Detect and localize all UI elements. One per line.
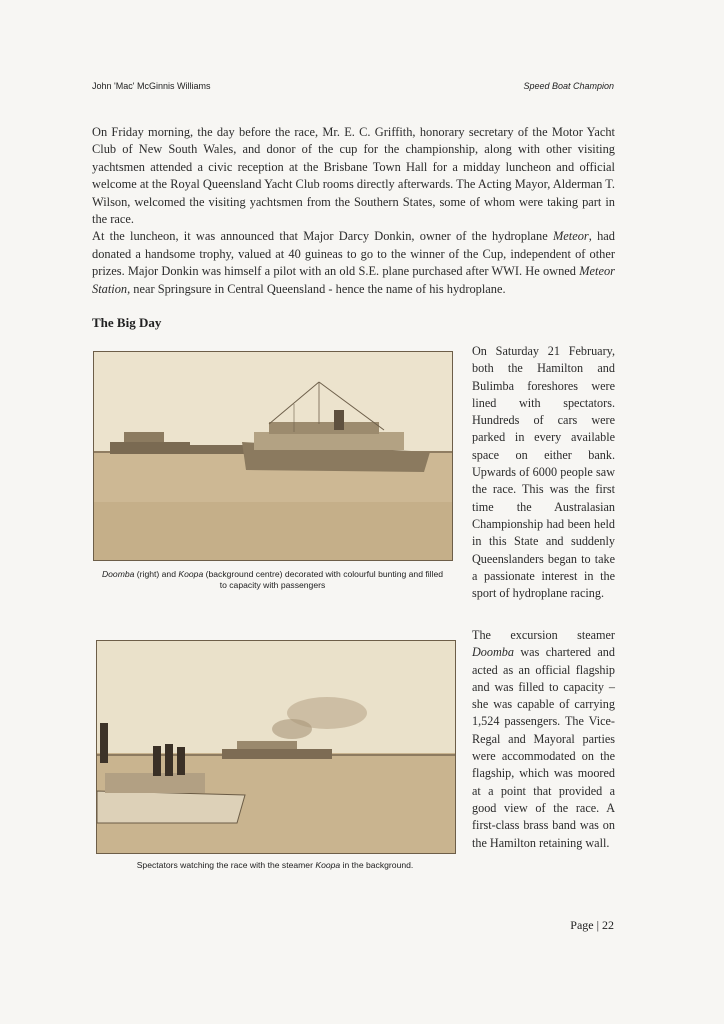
intro-text xyxy=(92,124,615,298)
caption-2-text-a: Spectators watching the race with the steamer xyxy=(136,860,316,870)
intro-paragraph-2 xyxy=(92,228,615,298)
page-number: Page | 22 xyxy=(570,918,614,932)
doomba-name: Doomba xyxy=(472,645,514,660)
photo-doomba-koopa-image xyxy=(94,352,452,560)
column-p2-text-b: was chartered and acted as an official flagship and was filled to capacity – she was capable of carrying 1,524 passengers. The Vice-Regal and Mayoral parties were accommodated on the flagship, which was moored at a point that provided a good view of the race. A first-class brass band was on the Hamilton retaining wall. xyxy=(472,645,615,850)
section-heading: The Big Day xyxy=(92,315,162,330)
caption-1-text-a: (right) and xyxy=(134,569,179,579)
column-text-2 xyxy=(472,627,615,852)
caption-1-text-b: (background centre) decorated with colourful bunting and filled to capacity with passengers xyxy=(203,569,444,590)
column-text-1 xyxy=(472,343,615,602)
caption-photo-1 xyxy=(100,569,445,591)
header-author: John 'Mac' McGinnis Williams xyxy=(92,81,211,91)
meteor-station-name: Meteor Station xyxy=(92,264,615,296)
caption-1-doomba: Doomba xyxy=(101,569,135,579)
caption-1-koopa: Koopa xyxy=(178,569,204,579)
intro-p2-text-a: At the luncheon, it was announced that Major Darcy Donkin, owner of the hydroplane xyxy=(92,229,553,244)
meteor-name: Meteor xyxy=(552,229,589,244)
column-p2-text-a: The excursion steamer xyxy=(472,628,615,642)
header-title: Speed Boat Champion xyxy=(523,81,614,91)
photo-spectators xyxy=(96,640,456,854)
intro-p2-text-b: , had donated a handsome trophy, valued at 40 guineas to go to the winner of the Cup, independent of other prizes. Major Donkin was himself a pilot with an old S.E. plane purchased after WWI. He owned xyxy=(92,229,615,279)
intro-p2-text-c: , near Springsure in Central Queensland - hence the name of his hydroplane. xyxy=(127,281,506,296)
caption-2-koopa: Koopa xyxy=(315,860,341,870)
caption-photo-2 xyxy=(96,860,454,871)
column-paragraph-2 xyxy=(472,627,615,852)
photo-doomba-koopa xyxy=(93,351,453,561)
column-paragraph-1: On Saturday 21 February, both the Hamilton and Bulimba foreshores were lined with spectators. Hundreds of cars were parked in every available space on either bank. Upwards of 6000 people saw the race. This was the first time the Australasian Championship had been held in this State and suddenly Queenslanders began to take a passionate interest in the sport of hydroplane racing. xyxy=(472,344,615,601)
intro-paragraph-1: On Friday morning, the day before the race, Mr. E. C. Griffith, honorary secretary of the Motor Yacht Club of New South Wales, and donor of the cup for the championship, along with other visiting yachtsmen attended a civic reception at the Brisbane Town Hall for a midday luncheon and official welcome at the Royal Queensland Yacht Club rooms directly afterwards. The Acting Mayor, Alderman T. Wilson, welcomed the visiting yachtsmen from the Southern States, some of whom were taking part in the race. xyxy=(92,125,615,227)
caption-2-text-b: in the background. xyxy=(340,860,414,870)
photo-spectators-image xyxy=(97,641,455,853)
